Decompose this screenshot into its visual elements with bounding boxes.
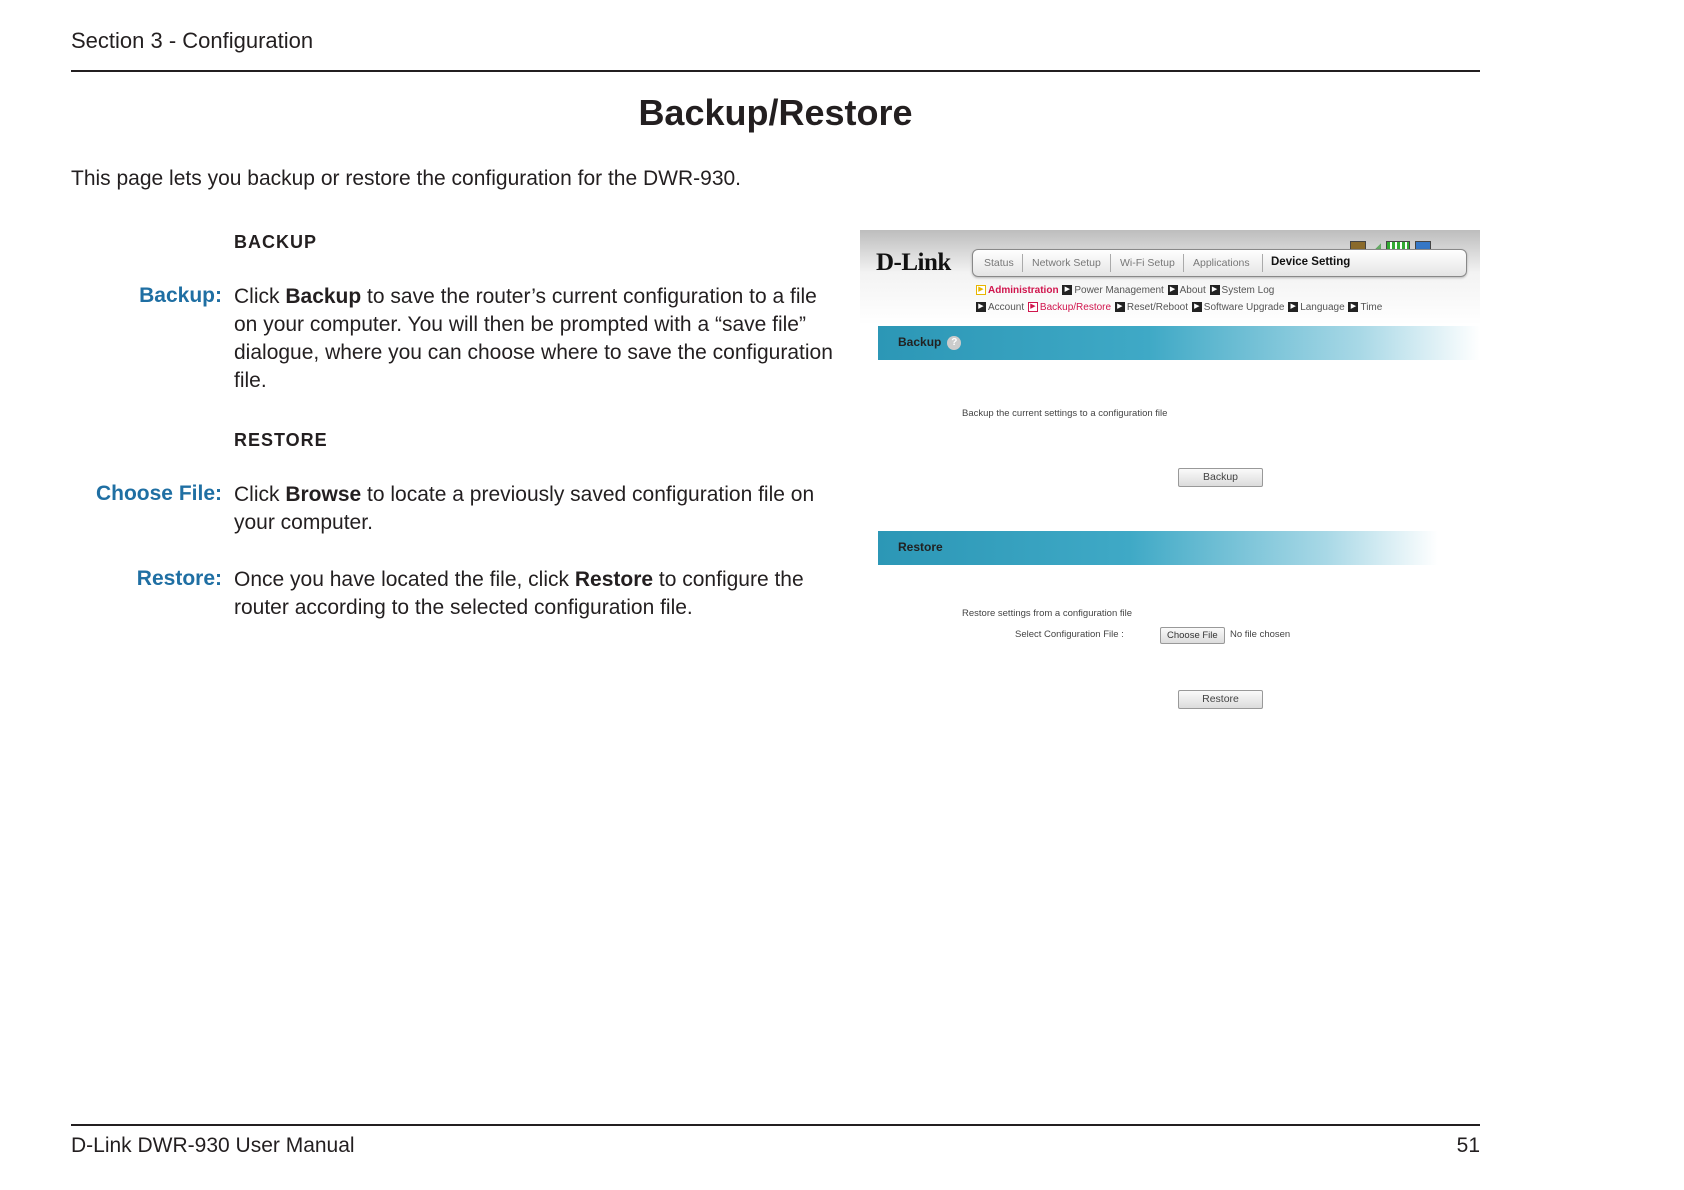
page-title: Backup/Restore [638, 92, 913, 133]
backup-section-bar [878, 326, 1480, 360]
tab-separator [1022, 254, 1023, 272]
backup-instruction: Backup the current settings to a configuration file [962, 408, 1168, 419]
desc-pre: Click [234, 285, 286, 308]
subnav-account[interactable]: ▶ Account [976, 302, 1024, 313]
subnav-administration[interactable]: ▶ Administration [976, 285, 1059, 296]
restore-description [234, 566, 834, 622]
restore-bar-label: Restore [898, 540, 943, 554]
backup-description [234, 283, 834, 395]
tab-separator [1262, 254, 1263, 272]
dlink-logo: D-Link [876, 249, 951, 276]
subnav-time[interactable]: ▶ Time [1348, 302, 1382, 313]
footer-manual-title: D-Link DWR-930 User Manual [71, 1134, 355, 1157]
tab-applications[interactable]: Applications [1193, 257, 1250, 269]
router-header [860, 230, 1480, 325]
restore-instruction: Restore settings from a configuration file [962, 608, 1133, 619]
choose-file-term: Choose File: [95, 482, 222, 505]
backup-term: Backup: [139, 284, 222, 307]
intro-text: This page lets you backup or restore the configuration for the DWR-930. [71, 167, 742, 190]
tab-separator [1183, 254, 1184, 272]
main-tab-bar [972, 249, 1467, 277]
desc-pre: Click [234, 483, 286, 506]
subnav-system-log[interactable]: ▶ System Log [1210, 285, 1275, 296]
desc-pre: Once you have located the file, click [234, 568, 575, 591]
subnav-software-upgrade[interactable]: ▶ Software Upgrade [1192, 302, 1285, 313]
tab-device-setting[interactable]: Device Setting [1271, 256, 1351, 268]
choose-file-description [234, 481, 834, 537]
backup-subheading: BACKUP [234, 232, 318, 252]
subnav-reset-reboot[interactable]: ▶ Reset/Reboot [1115, 302, 1188, 313]
desc-bold: Browse [285, 483, 362, 506]
subnav-power-management[interactable]: ▶ Power Management [1062, 285, 1164, 296]
desc-post: to save the router’s current configuration to a file on your computer. You will then be prompted with a “save file” dialogue, where you can choose where to save the configuration file. [234, 285, 833, 392]
restore-subheading: RESTORE [234, 430, 328, 450]
tab-status[interactable]: Status [984, 257, 1014, 269]
desc-post: to locate a previously saved configuration file on your computer. [234, 483, 815, 534]
footer-rule [71, 1124, 1480, 1126]
section-header: Section 3 - Configuration [71, 28, 314, 53]
choose-file-button[interactable]: Choose File [1160, 627, 1225, 644]
desc-post: to configure the router according to the selected configuration file. [234, 568, 804, 619]
subnav-row-2 [976, 302, 1383, 313]
router-ui-screenshot [860, 230, 1480, 714]
subnav-about[interactable]: ▶ About [1168, 285, 1206, 296]
subnav-backup-restore[interactable]: ▶ Backup/Restore [1028, 302, 1111, 313]
tab-wifi-setup[interactable]: Wi-Fi Setup [1120, 257, 1175, 269]
restore-term: Restore: [136, 567, 222, 590]
backup-button[interactable]: Backup [1178, 468, 1263, 487]
help-icon[interactable]: ? [947, 336, 961, 350]
restore-button[interactable]: Restore [1178, 690, 1263, 709]
restore-section-bar [878, 531, 1438, 565]
backup-bar-label: Backup ? [898, 335, 961, 350]
page-number: 51 [1456, 1134, 1480, 1157]
select-file-label: Select Configuration File : [1015, 629, 1124, 640]
no-file-text: No file chosen [1230, 629, 1291, 640]
subnav-row-1 [976, 285, 1275, 296]
tab-network-setup[interactable]: Network Setup [1032, 257, 1101, 269]
desc-bold: Backup [285, 285, 362, 308]
subnav-language[interactable]: ▶ Language [1288, 302, 1345, 313]
tab-separator [1110, 254, 1111, 272]
desc-bold: Restore [574, 568, 654, 591]
header-rule [71, 70, 1480, 72]
